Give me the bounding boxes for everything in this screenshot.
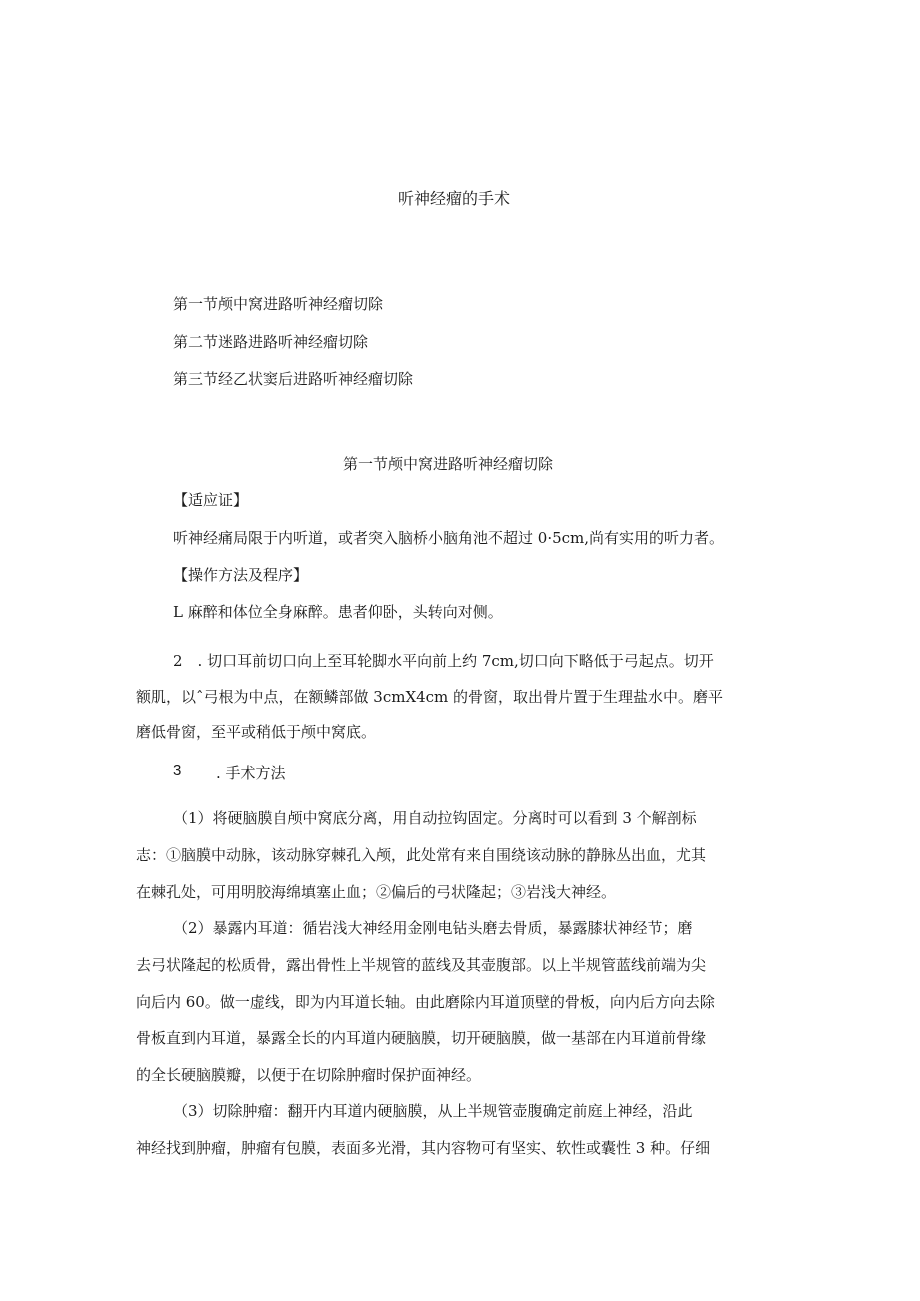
substep-1-line: （1）将硬脑膜自颅中窝底分离，用自动拉钩固定。分离时可以看到 3 个解剖标 — [173, 809, 697, 827]
indication-text: 听神经痛局限于内听道，或者突入脑桥小脑角池不超过 0·5cm,尚有实用的听力者。 — [173, 529, 725, 547]
substep-2-line: （2）暴露内耳道：循岩浅大神经用金刚电钻头磨去骨质，暴露膝状神经节；磨 — [173, 919, 693, 937]
substep-2-line: 去弓状隆起的松质骨，露出骨性上半规管的蓝线及其壶腹部。以上半规管蓝线前端为尖 — [136, 956, 707, 974]
substep-3-line: （3）切除肿瘤：翻开内耳道内硬脑膜，从上半规管壶腹确定前庭上神经，沿此 — [173, 1102, 693, 1120]
toc-item: 第三节经乙状窦后进路听神经瘤切除 — [173, 370, 414, 388]
section-heading: 第一节颅中窝进路听神经瘤切除 — [343, 455, 554, 473]
step-3-title: . 手术方法 — [216, 764, 286, 782]
step-2-line: 磨低骨窗，至平或稍低于颅中窝底。 — [136, 723, 377, 741]
document-title: 听神经瘤的手术 — [398, 189, 511, 208]
indication-label: 【适应证】 — [173, 491, 249, 509]
procedure-label: 【操作方法及程序】 — [173, 566, 309, 584]
step-3-number: 3 — [173, 762, 182, 779]
substep-1-line: 在棘孔处，可用明胶海绵填塞止血；②偏后的弓状隆起；③岩浅大神经。 — [136, 883, 617, 901]
step-2-line: 额肌，以ˆ弓根为中点，在额鳞部做 3cmX4cm 的骨窗，取出骨片置于生理盐水中。磨平 — [136, 688, 724, 706]
substep-3-line: 神经找到肿瘤，肿瘤有包膜，表面多光滑，其内容物可有坚实、软性或囊性 3 种。仔细 — [136, 1139, 711, 1157]
step-1: L 麻醉和体位全身麻醉。患者仰卧，头转向对侧。 — [173, 603, 503, 621]
substep-2-line: 骨板直到内耳道，暴露全长的内耳道内硬脑膜，切开硬脑膜，做一基部在内耳道前骨缘 — [136, 1029, 707, 1047]
toc-item: 第二节迷路进路听神经瘤切除 — [173, 333, 369, 351]
substep-2-line: 向后内 60。做一虚线，即为内耳道长轴。由此磨除内耳道顶壁的骨板，向内后方向去除 — [136, 993, 715, 1011]
toc-item: 第一节颅中窝进路听神经瘤切除 — [173, 295, 384, 313]
substep-1-line: 志：①脑膜中动脉，该动脉穿棘孔入颅，此处常有来自围绕该动脉的静脉丛出血，尤其 — [136, 846, 707, 864]
step-2-line: 2 . 切口耳前切口向上至耳轮脚水平向前上约 7cm,切口向下略低于弓起点。切开 — [173, 652, 714, 670]
substep-2-line: 的全长硬脑膜瓣，以便于在切除肿瘤时保护面神经。 — [136, 1066, 482, 1084]
